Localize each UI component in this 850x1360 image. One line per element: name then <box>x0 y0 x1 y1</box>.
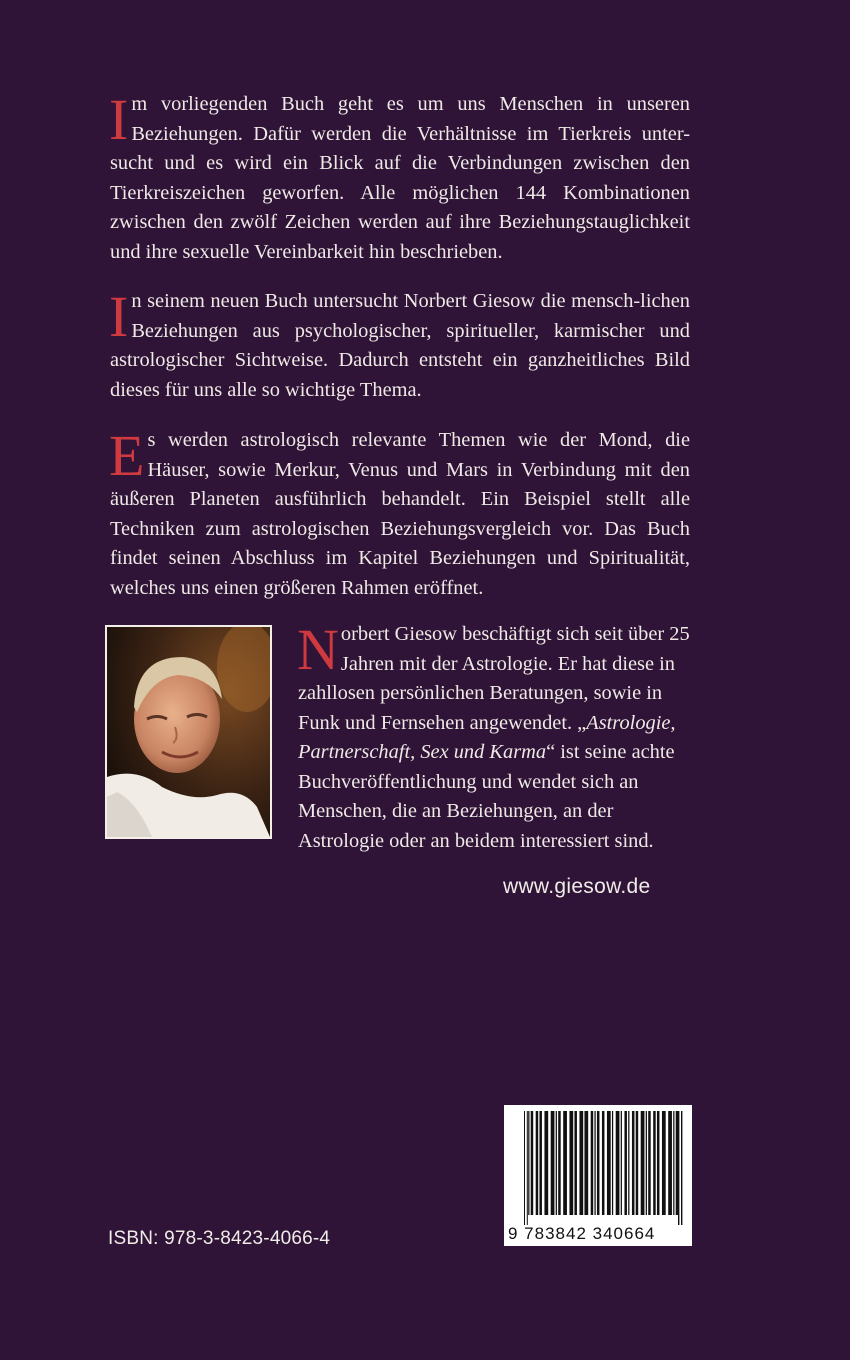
barcode-bar <box>574 1111 577 1215</box>
website-url[interactable]: www.giesow.de <box>503 875 651 898</box>
barcode-bar <box>678 1111 679 1225</box>
barcode-bar <box>558 1111 561 1215</box>
barcode-bar <box>563 1111 567 1215</box>
barcode-bar <box>662 1111 666 1215</box>
barcode-bar <box>531 1111 534 1215</box>
author-biography <box>297 617 698 856</box>
author-portrait-illustration <box>107 627 270 837</box>
barcode-bar <box>624 1111 627 1215</box>
bio-text-start: orbert Giesow beschäftigt sich seit über 25 Jahren mit der Astrologie. Er hat diese in zahllosen persönlichen Beratungen, sowie in Funk und Fernsehen angewendet. „ <box>298 623 690 734</box>
barcode-bar <box>653 1111 656 1215</box>
barcode-bar <box>628 1111 629 1215</box>
barcode-bar <box>524 1111 525 1225</box>
barcode-bars <box>504 1105 692 1225</box>
barcode-bar <box>602 1111 605 1215</box>
barcode-bar <box>594 1111 595 1215</box>
barcode-digits: 9 783842 340664 <box>508 1224 656 1243</box>
barcode-bar <box>607 1111 611 1215</box>
drop-cap: E <box>109 423 145 488</box>
barcode-bar <box>579 1111 583 1215</box>
barcode-bar <box>621 1111 622 1215</box>
barcode-bar <box>681 1111 682 1225</box>
drop-cap: I <box>109 87 129 152</box>
barcode-bar <box>544 1111 548 1215</box>
barcode-bar <box>597 1111 600 1215</box>
barcode-bar <box>676 1111 679 1215</box>
paragraph-text: n seinem neuen Buch untersucht Norbert Giesow die mensch-lichen Beziehungen aus psychologischer, spiritueller, karmischer und astrologischer Sichtweise. Dadurch entsteht ein ganzheitliches Bild dieses für uns alle so wichtige Thema. <box>110 290 690 401</box>
description-paragraph-3 <box>109 423 690 603</box>
barcode-bar <box>539 1111 542 1215</box>
barcode-bar <box>591 1111 594 1215</box>
barcode-bar <box>616 1111 620 1215</box>
barcode-bar <box>556 1111 557 1215</box>
drop-cap: I <box>109 284 129 349</box>
book-title: Astrologie, Partnerschaft, Sex und Karma <box>298 711 676 763</box>
barcode-bar <box>569 1111 573 1215</box>
barcode-bar <box>536 1111 539 1215</box>
barcode-bar <box>646 1111 647 1215</box>
description-paragraph-1 <box>109 87 690 267</box>
barcode-bar <box>636 1111 639 1215</box>
barcode-bar <box>657 1111 660 1215</box>
barcode-bar <box>612 1111 613 1215</box>
barcode-bar <box>528 1111 529 1215</box>
barcode-bar <box>632 1111 635 1215</box>
paragraph-text: m vorliegenden Buch geht es um uns Menschen in unseren Beziehungen. Dafür werden die Verhältnisse im Tierkreis unter-sucht und es wird ein Blick auf die Verbindungen zwischen den Tierkreiszeichen geworfen. Alle möglichen 144 Kombinationen zwischen den zwölf Zeichen werden auf ihre Beziehungstauglichkeit und ihre sexuelle Vereinbarkeit hin beschrieben. <box>110 93 690 263</box>
barcode-bar <box>673 1111 674 1215</box>
author-photo <box>105 625 272 839</box>
isbn-barcode <box>504 1105 692 1246</box>
barcode-bar <box>551 1111 555 1215</box>
barcode-bar <box>527 1111 528 1225</box>
description-paragraph-2 <box>109 284 690 405</box>
barcode-bar <box>648 1111 651 1215</box>
barcode-bar <box>584 1111 588 1215</box>
barcode-bar <box>668 1111 672 1215</box>
isbn-label: ISBN: 978-3-8423-4066-4 <box>108 1228 331 1249</box>
bio-text-end: “ ist seine achte Buchveröffentlichung und wendet sich an Menschen, die an Beziehungen, an der Astrologie oder an beidem interessiert sind. <box>298 741 675 852</box>
barcode-bar <box>641 1111 645 1215</box>
paragraph-text: s werden astrologisch relevante Themen wie der Mond, die Häuser, sowie Merkur, Venus und Mars in Verbindung mit den äußeren Planeten ausführlich behandelt. Ein Beispiel stellt alle Techniken zum astrologischen Beziehungsvergleich vor. Das Buch findet seinen Abschluss im Kapitel Beziehungen und Spiritualität, welches uns einen größeren Rahmen eröffnet. <box>110 429 690 599</box>
drop-cap: N <box>297 617 339 682</box>
